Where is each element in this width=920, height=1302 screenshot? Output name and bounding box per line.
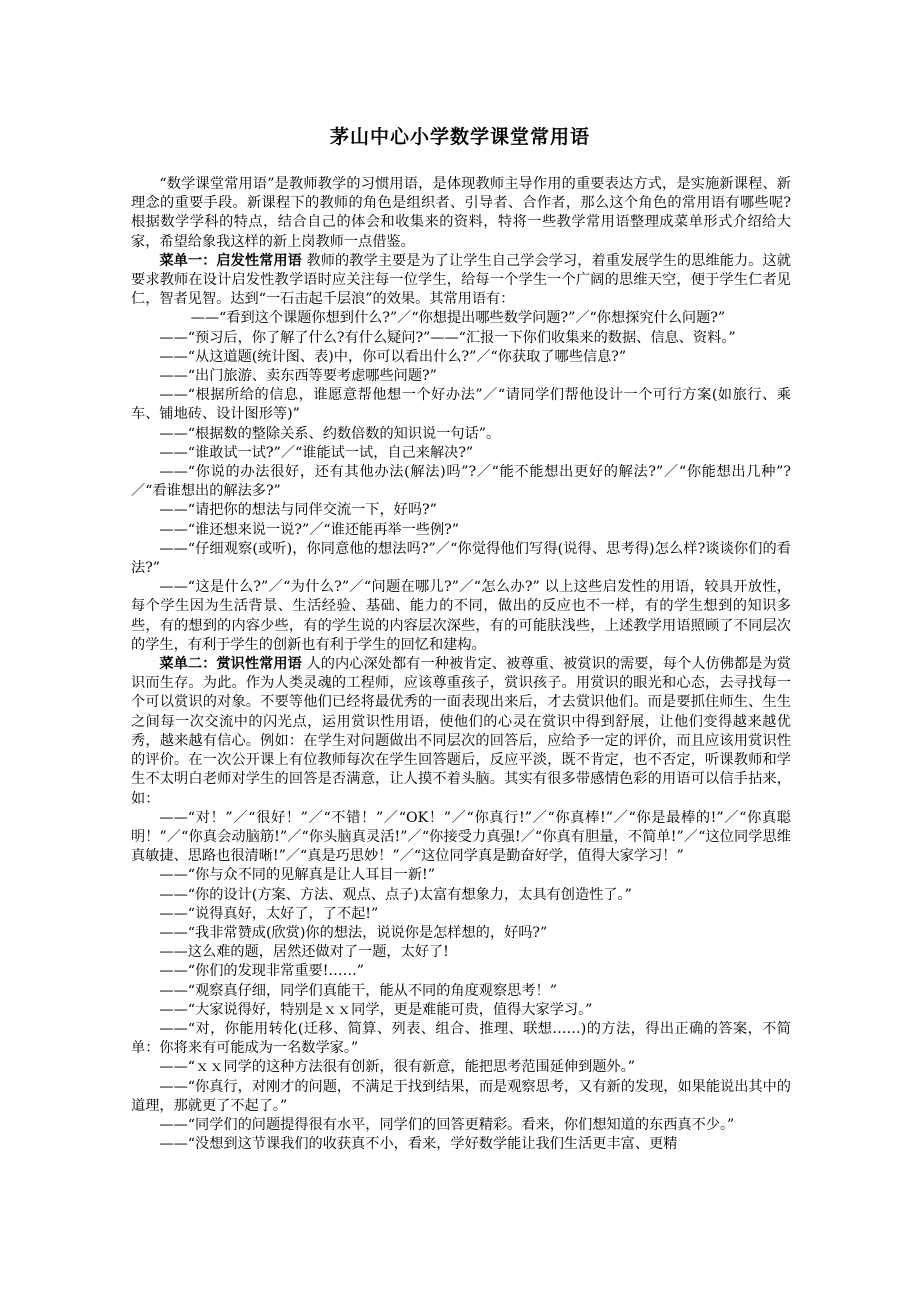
menu2-line: ——“你真行，对刚才的问题，不满足于找到结果，而是观察思考，又有新的发现，如果能说出其中的道理，那就更了不起了。” — [131, 1078, 791, 1114]
menu1-line: ——“看到这个课题你想到什么?”／“你想提出哪些数学问题?”／“你想探究什么问题?” — [190, 310, 726, 327]
menu1-line: ——“预习后，你了解了什么?有什么疑问?”——“汇报一下你们收集来的数据、信息、资料。” — [159, 329, 736, 346]
menu2-line: ——这么难的题，居然还做对了一题，太好了! — [159, 944, 449, 961]
menu1-line: ——“出门旅游、卖东西等要考虑哪些问题?” — [159, 368, 437, 385]
document-body — [131, 175, 791, 1154]
menu2-line: ——“观察真仔细，同学们真能干，能从不同的角度观察思考！” — [159, 982, 557, 999]
menu1-heading: 菜单一：启发性常用语 — [159, 252, 302, 269]
menu2-line: ——“你们的发现非常重要!……” — [159, 963, 365, 980]
menu2-line: ——“对！”／“很好！”／“不错！”／“OK！”／“你真行!”／“你真棒!”／“你是最棒的!”／“你真聪明！”／“你真会动脑筋!”／“你头脑真灵活!”／“你接受力真强!／“你真有胆量，不简单!”／“这位同学思维真敏捷、思路也很清晰!”／“真是巧思妙！”／“这位同学真是勤奋好学，值得大家学习！” — [131, 809, 791, 865]
menu2-line: ——“大家说得好，特别是ｘｘ同学，更是难能可贵，值得大家学习。” — [159, 1001, 593, 1018]
menu1-line: ——“谁敢试一试?”／“谁能试一试，自己来解决?” — [159, 444, 474, 461]
menu2-line: ——“你的设计(方案、方法、观点、点子)太富有想象力，太具有创造性了。” — [159, 886, 632, 903]
menu1-line: ——“根据所给的信息，谁愿意帮他想一个好办法”／“请同学们帮他设计一个可行方案(如旅行、乘车、铺地砖、设计图形等)” — [131, 387, 791, 423]
menu1-line: ——“从这道题(统计图、表)中，你可以看出什么?”／“你获取了哪些信息?” — [159, 348, 627, 365]
menu1-text: 教师的教学主要是为了让学生自己学会学习，着重发展学生的思维能力。这就要求教师在设计启发性教学语时应关注每一位学生，给每一个学生一个广阔的思维天空，便于学生仁者见仁，智者见智。达到“一石击起千层浪”的效果。其常用语有： — [131, 252, 791, 308]
menu2-line: ——“同学们的问题提得很有水平，同学们的回答更精彩。看来，你们想知道的东西真不少。” — [159, 1116, 735, 1133]
intro-paragraph: “数学课堂常用语”是教师教学的习惯用语，是体现教师主导作用的重要表达方式，是实施新课程、新理念的重要手段。新课程下的教师的角色是组织者、引导者、合作者，那么这个角色的常用语有哪些呢?根据数学学科的特点，结合自己的体会和收集来的资料，特将一些教学常用语整理成菜单形式介绍给大家，希望给象我这样的新上岗教师一点借鉴。 — [131, 176, 791, 250]
menu1-line: ——“你说的办法很好，还有其他办法(解法)吗”?／“能不能想出更好的解法?”／“你能想出几种”?／“看谁想出的解法多?” — [131, 464, 791, 500]
menu1-line: ——“这是什么?”／“为什么?”／“问题在哪儿?”／“怎么办?” 以上这些启发性的用语，较具开放性，每个学生因为生活背景、生活经验、基础、能力的不同，做出的反应也不一样，有的学生想到的知识多些，有的想到的内容少些，有的学生说的内容层次深些，有的可能肤浅些，上述教学用语照顾了不同层次的学生，有利于学生的创新也有利于学生的回忆和建构。 — [131, 579, 791, 653]
menu2-text: 人的内心深处都有一种被肯定、被尊重、被赏识的需要，每个人仿佛都是为赏识而生存。为此。作为人类灵魂的工程师，应该尊重孩子，赏识孩子。用赏识的眼光和心态，去寻找每一个可以赏识的对象。不要等他们已经将最优秀的一面表现出来后，才去赏识他们。而是要抓住师生、生生之间每一次交流中的闪光点，运用赏识性用语，使他们的心灵在赏识中得到舒展，让他们变得越来越优秀，越来越有信心。例如：在学生对问题做出不同层次的回答后，应给予一定的评价，而且应该用赏识性的评价。在一次公开课上有位教师每次在学生回答题后，反应平淡，既不肯定，也不否定，听课教师和学生不太明白老师对学生的回答是否满意，让人摸不着头脑。其实有很多带感情色彩的用语可以信手拈来，如： — [131, 656, 791, 807]
menu2-heading: 菜单二：赏识性常用语 — [159, 656, 302, 673]
menu2-line: ——“对，你能用转化(迁移、简算、列表、组合、推理、联想……)的方法，得出正确的答案，不简单：你将来有可能成为一名数学家。” — [131, 1020, 791, 1057]
menu2-line: ——“说得真好，太好了，了不起!” — [159, 905, 379, 922]
menu1-line: ——“请把你的想法与同伴交流一下，好吗?” — [159, 502, 437, 519]
menu1-line: ——“谁还想来说一说?”／“谁还能再举一些例?” — [159, 521, 459, 538]
menu2-line: ——“没想到这节课我们的收获真不小，看来，学好数学能让我们生活更丰富、更精 — [159, 1136, 678, 1153]
page-title: 茅山中心小学数学课堂常用语 — [329, 126, 590, 148]
menu1-paragraph — [131, 252, 791, 310]
menu2-paragraph — [131, 655, 791, 809]
menu2-line: ——“你与众不同的见解真是让人耳目一新!” — [159, 867, 435, 884]
menu1-line: ——“根据数的整除关系、约数倍数的知识说一句话”。 — [159, 425, 501, 442]
menu1-line: ——“仔细观察(或听)，你同意他的想法吗?”／“你觉得他们写得(说得、思考得)怎么样?谈谈你们的看法?” — [131, 540, 791, 577]
menu2-line: ——“ｘｘ同学的这种方法很有创新，很有新意，能把思考范围延伸到题外。” — [159, 1059, 635, 1076]
menu2-line: ——“我非常赞成(欣赏)你的想法，说说你是怎样想的，好吗?” — [159, 924, 548, 941]
